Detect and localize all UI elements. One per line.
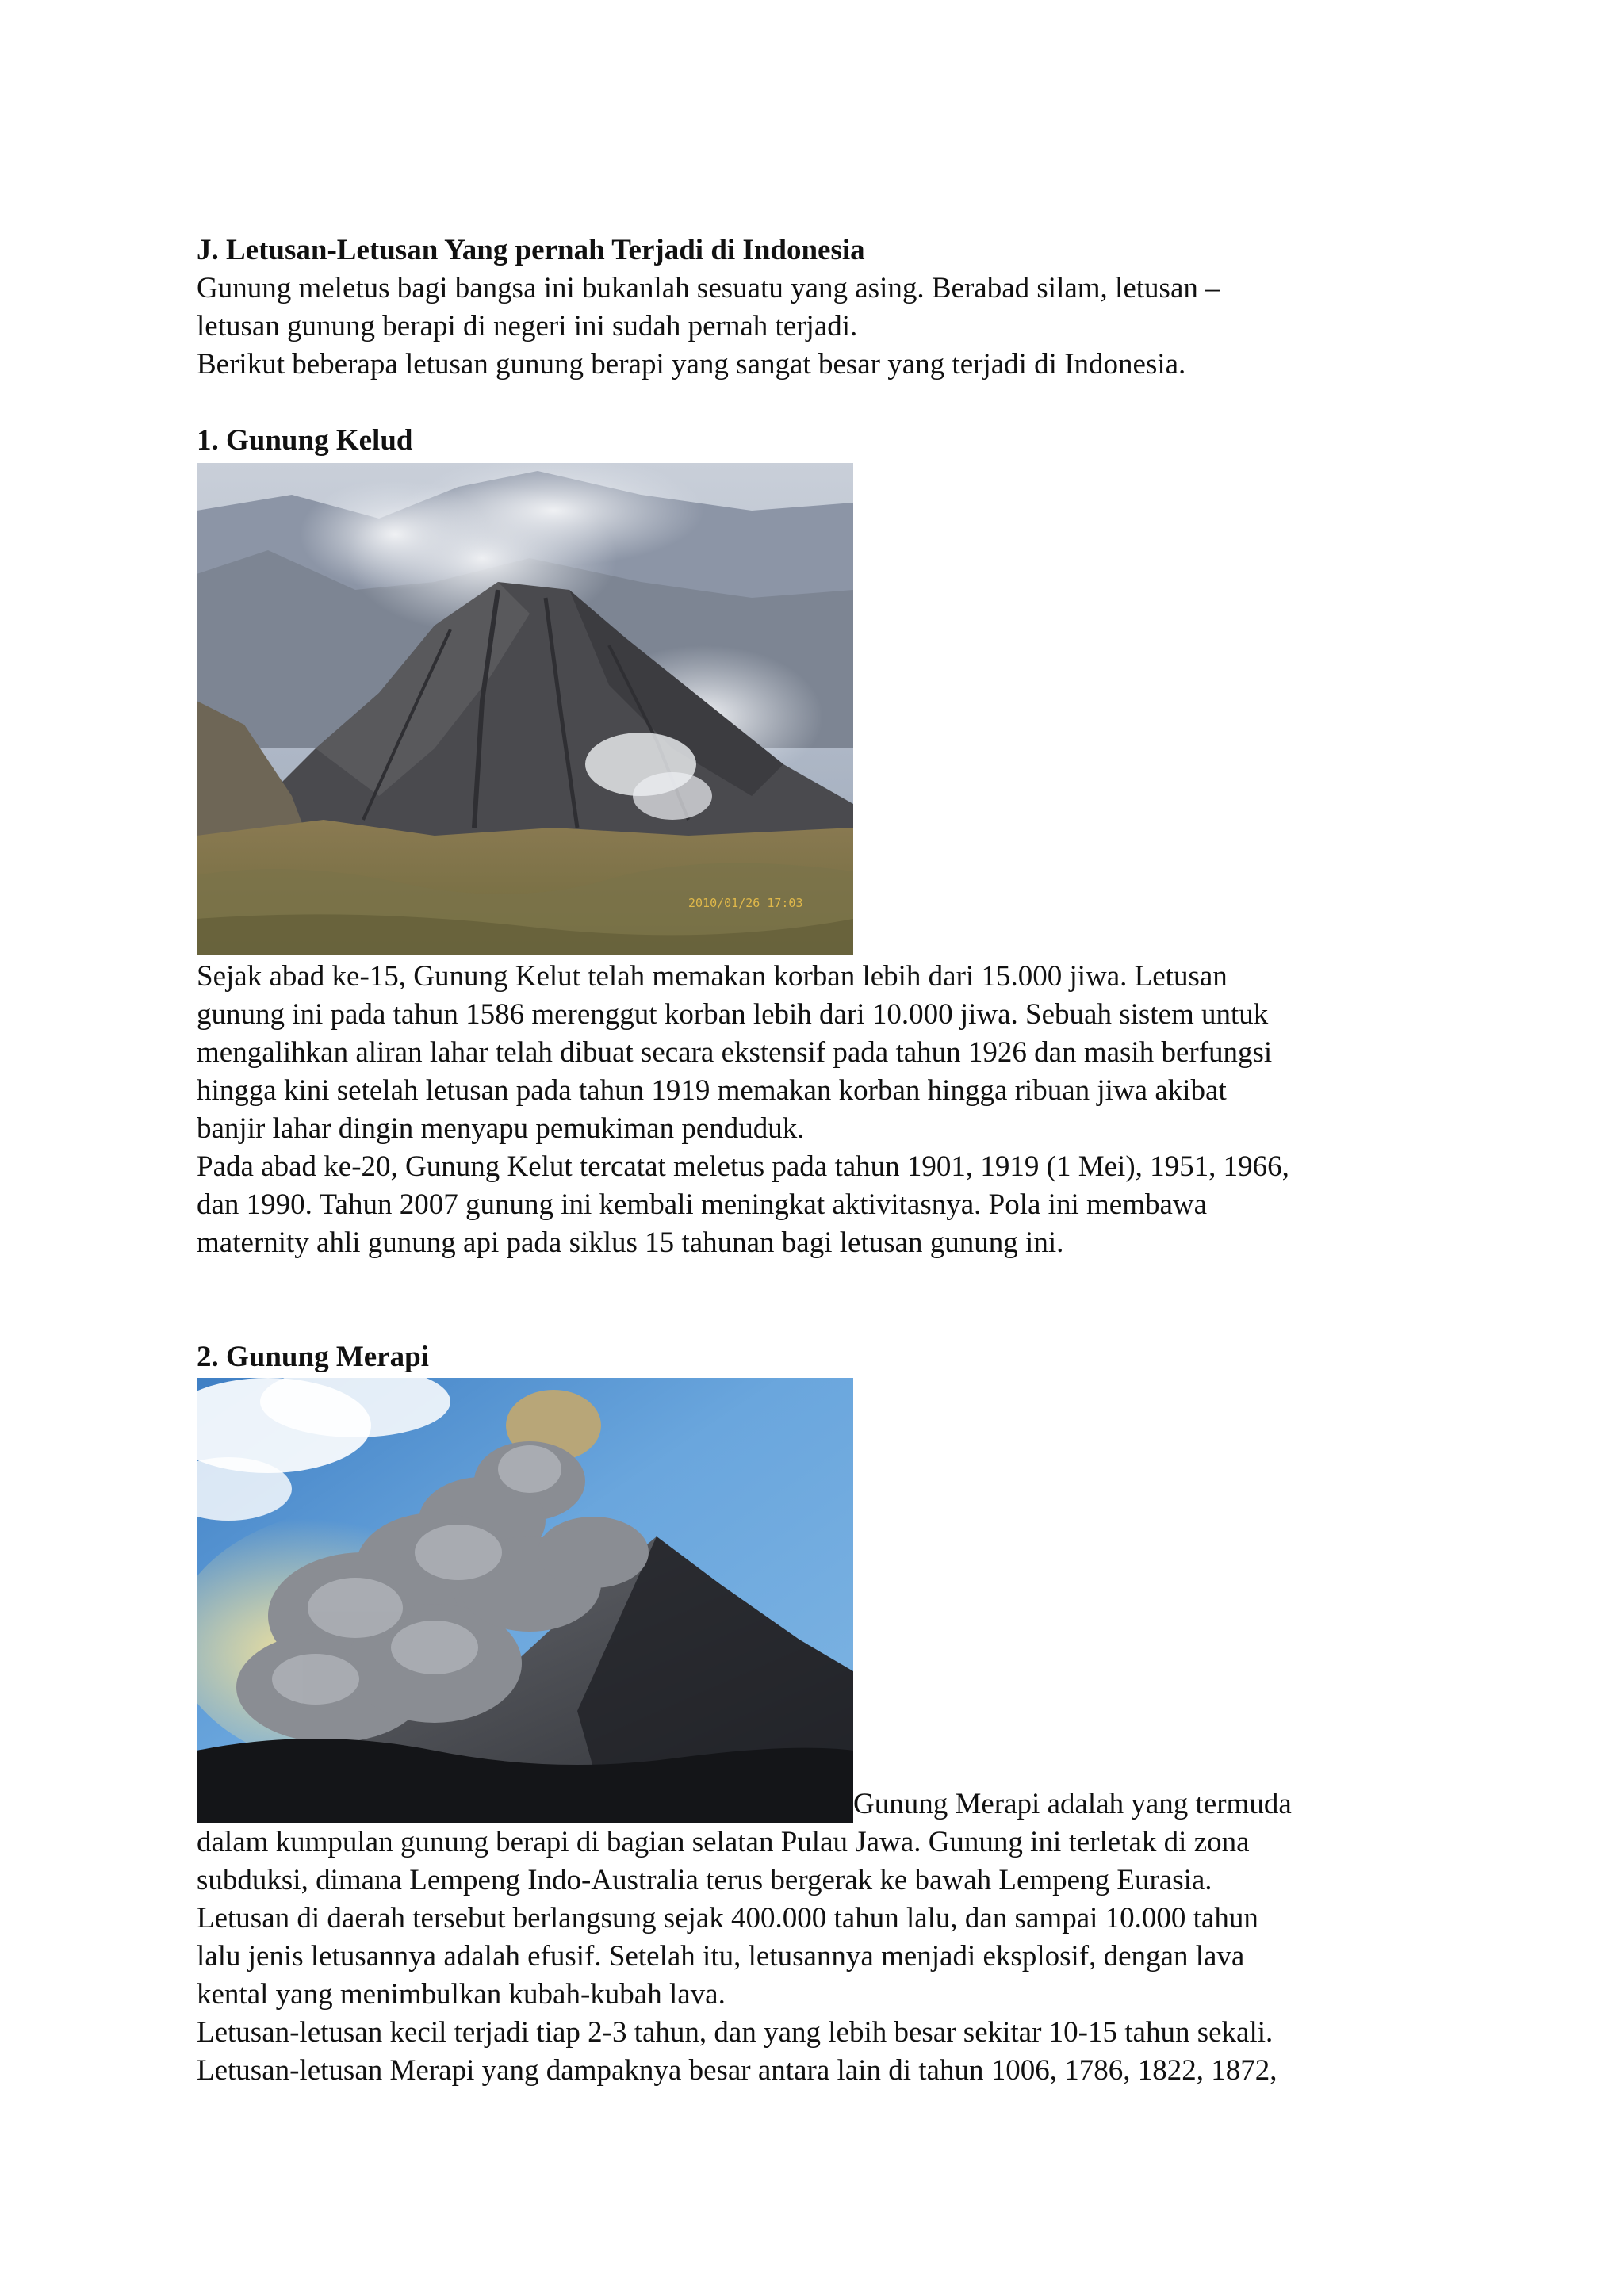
merapi-line-1: dalam kumpulan gunung berapi di bagian selatan Pulau Jawa. Gunung ini terletak di zona: [197, 1826, 1250, 1858]
merapi-line-5: kental yang menimbulkan kubah-kubah lava.: [197, 1978, 726, 2011]
merapi-photo-row: [197, 1376, 1434, 1823]
merapi-line-3: Letusan di daerah tersebut berlangsung sejak 400.000 tahun lalu, dan sampai 10.000 tahun: [197, 1902, 1258, 1934]
intro-line-1: Gunung meletus bagi bangsa ini bukanlah sesuatu yang asing. Berabad silam, letusan –: [197, 272, 1220, 304]
merapi-first-line: Gunung Merapi adalah yang termuda: [853, 1788, 1292, 1820]
intro-line-3: Berikut beberapa letusan gunung berapi yang sangat besar yang terjadi di Indonesia.: [197, 348, 1186, 381]
kelud-line-1: Sejak abad ke-15, Gunung Kelut telah memakan korban lebih dari 15.000 jiwa. Letusan: [197, 960, 1228, 993]
photo-timestamp: 2010/01/26 17:03: [688, 896, 803, 910]
kelud-line-4: hingga kini setelah letusan pada tahun 1919 memakan korban hingga ribuan jiwa akibat: [197, 1074, 1227, 1107]
kelud-heading: 1. Gunung Kelud: [197, 424, 413, 457]
kelud-line-2: gunung ini pada tahun 1586 merenggut korban lebih dari 10.000 jiwa. Sebuah sistem untuk: [197, 998, 1269, 1031]
merapi-line-4: lalu jenis letusannya adalah efusif. Setelah itu, letusannya menjadi eksplosif, dengan lava: [197, 1940, 1245, 1973]
kelud-line-5: banjir lahar dingin menyapu pemukiman penduduk.: [197, 1112, 805, 1145]
section-title: J. Letusan-Letusan Yang pernah Terjadi di Indonesia: [197, 234, 865, 266]
merapi-line-2: subduksi, dimana Lempeng Indo-Australia terus bergerak ke bawah Lempeng Eurasia.: [197, 1864, 1212, 1896]
merapi-line-7: Letusan-letusan Merapi yang dampaknya besar antara lain di tahun 1006, 1786, 1822, 1872,: [197, 2054, 1277, 2087]
intro-line-2: letusan gunung berapi di negeri ini sudah pernah terjadi.: [197, 310, 858, 342]
kelud-volcano-photo: [197, 463, 853, 955]
document-page: [197, 232, 1434, 2090]
kelud-line-7: dan 1990. Tahun 2007 gunung ini kembali meningkat aktivitasnya. Pola ini membawa: [197, 1188, 1208, 1221]
kelud-line-6: Pada abad ke-20, Gunung Kelut tercatat meletus pada tahun 1901, 1919 (1 Mei), 1951, 1966,: [197, 1150, 1289, 1183]
merapi-heading: 2. Gunung Merapi: [197, 1341, 429, 1373]
merapi-volcano-photo: [197, 1378, 853, 1823]
kelud-line-8: maternity ahli gunung api pada siklus 15 tahunan bagi letusan gunung ini.: [197, 1226, 1064, 1259]
merapi-line-6: Letusan-letusan kecil terjadi tiap 2-3 tahun, dan yang lebih besar sekitar 10-15 tahun sekali.: [197, 2016, 1274, 2049]
kelud-line-3: mengalihkan aliran lahar telah dibuat secara ekstensif pada tahun 1926 dan masih berfungsi: [197, 1036, 1273, 1069]
